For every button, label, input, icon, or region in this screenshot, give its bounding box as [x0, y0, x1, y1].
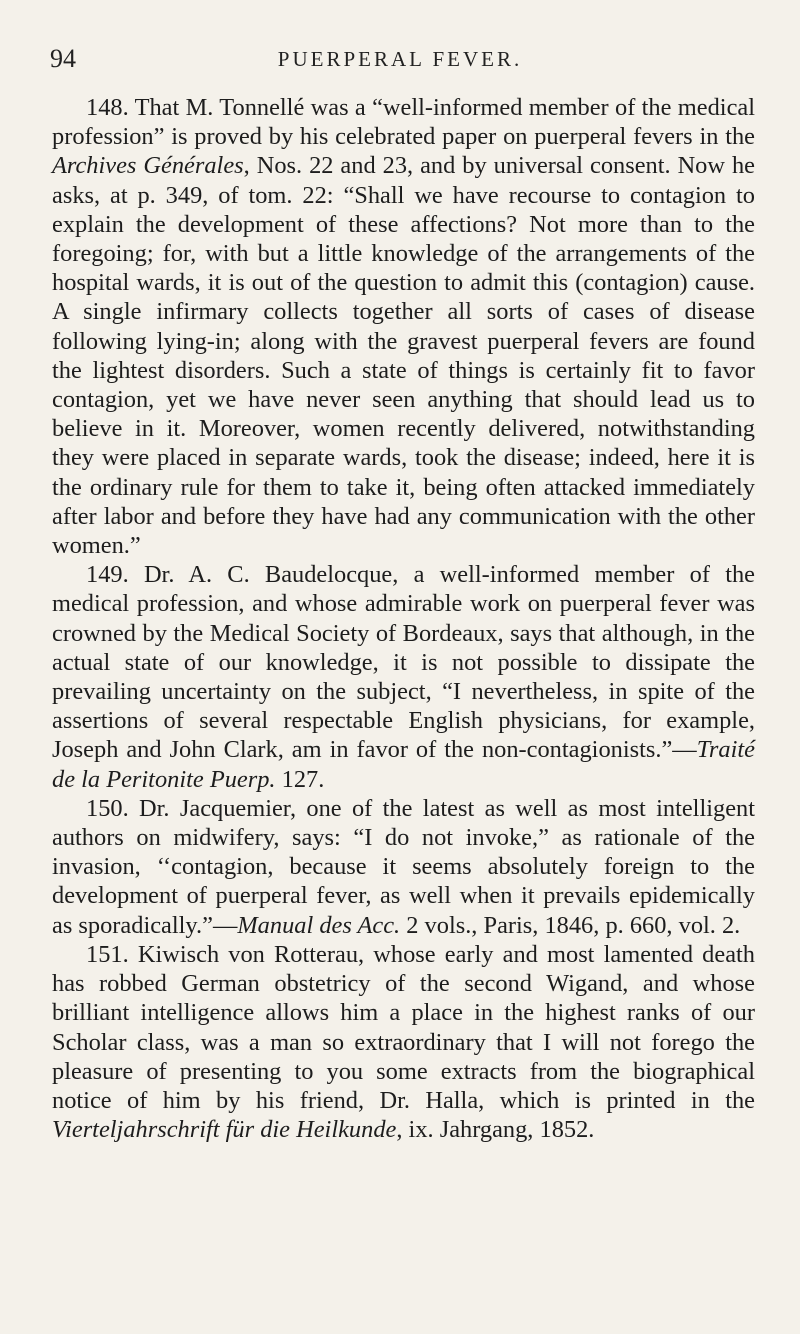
page-number: 94	[50, 44, 76, 73]
paragraph-150	[52, 794, 755, 940]
paragraph-149	[52, 560, 755, 794]
paragraph-text: 148. That M. Tonnellé was a “well-informed member of the medical profession” is proved by his celebrated paper on puerperal fevers in the	[52, 94, 755, 151]
paragraph-text: , Nos. 22 and 23, and by universal consent. Now he asks, at p. 349, of tom. 22: “Shall we have recourse to contagion to explain the development of these affections? Not more than to the foregoing; for, with but a little knowledge of the arrangements of the hospital wards, it is out of the question to admit this (contagion) cause. A single infirmary collects together all sorts of cases of disease following lying-in; along with the gravest puerperal fevers are found the lightest disorders. Such a state of things is certainly fit to favor contagion, yet we have never seen anything that should lead us to believe in it. Moreover, women recently delivered, notwithstanding they were placed in separate wards, took the disease; indeed, here it is the ordinary rule for them to take it, being often attacked immediately after labor and before they have had any communication with the other women.”	[52, 152, 755, 560]
paragraph-text: 149. Dr. A. C. Baudelocque, a well-informed member of the medical profession, and whose admirable work on puerperal fever was crowned by the Medical Society of Bordeaux, says that although, in the actual state of our knowledge, it is not possible to dissipate the prevailing uncertainty on the subject, “I nevertheless, in spite of the assertions of several respectable English physicians, for example, Joseph and John Clark, am in favor of the non-contagionists.”—	[52, 561, 755, 764]
italic-title: Vierteljahrschrift für die Heilkunde	[52, 1116, 397, 1144]
body-text	[52, 93, 755, 1144]
paragraph-text: 151. Kiwisch von Rotterau, whose early and most lamented death has robbed German obstetricy of the second Wigand, and whose brilliant intelligence allows him a place in the highest ranks of our Scholar class, was a man so extraordinary that I will not forego the pleasure of presenting to you some extracts from the biographical notice of him by his friend, Dr. Halla, which is printed in the	[52, 940, 755, 1114]
paragraph-text: 2 vols., Paris, 1846, p. 660, vol. 2.	[400, 911, 741, 939]
paragraph-148	[52, 93, 755, 560]
italic-title: Archives Générales	[52, 152, 244, 180]
paragraph-text: 150. Dr. Jacquemier, one of the latest as well as most intelligent authors on midwifery, says: “I do not invoke,” as rationale of the invasion, ‘‘contagion, because it seems absolutely foreign to the development of puerperal fever, as well when it prevails epidemically as sporadically.”—	[52, 794, 755, 939]
running-head: PUERPERAL FEVER.	[277, 47, 523, 71]
paragraph-text: 127.	[275, 765, 325, 793]
paragraph-text: , ix. Jahrgang, 1852.	[396, 1116, 595, 1144]
italic-title: Manual des Acc.	[237, 911, 401, 939]
paragraph-151	[52, 940, 755, 1144]
page-header	[50, 44, 750, 74]
italic-title: Traité de la Peritonite Puerp.	[52, 736, 755, 793]
